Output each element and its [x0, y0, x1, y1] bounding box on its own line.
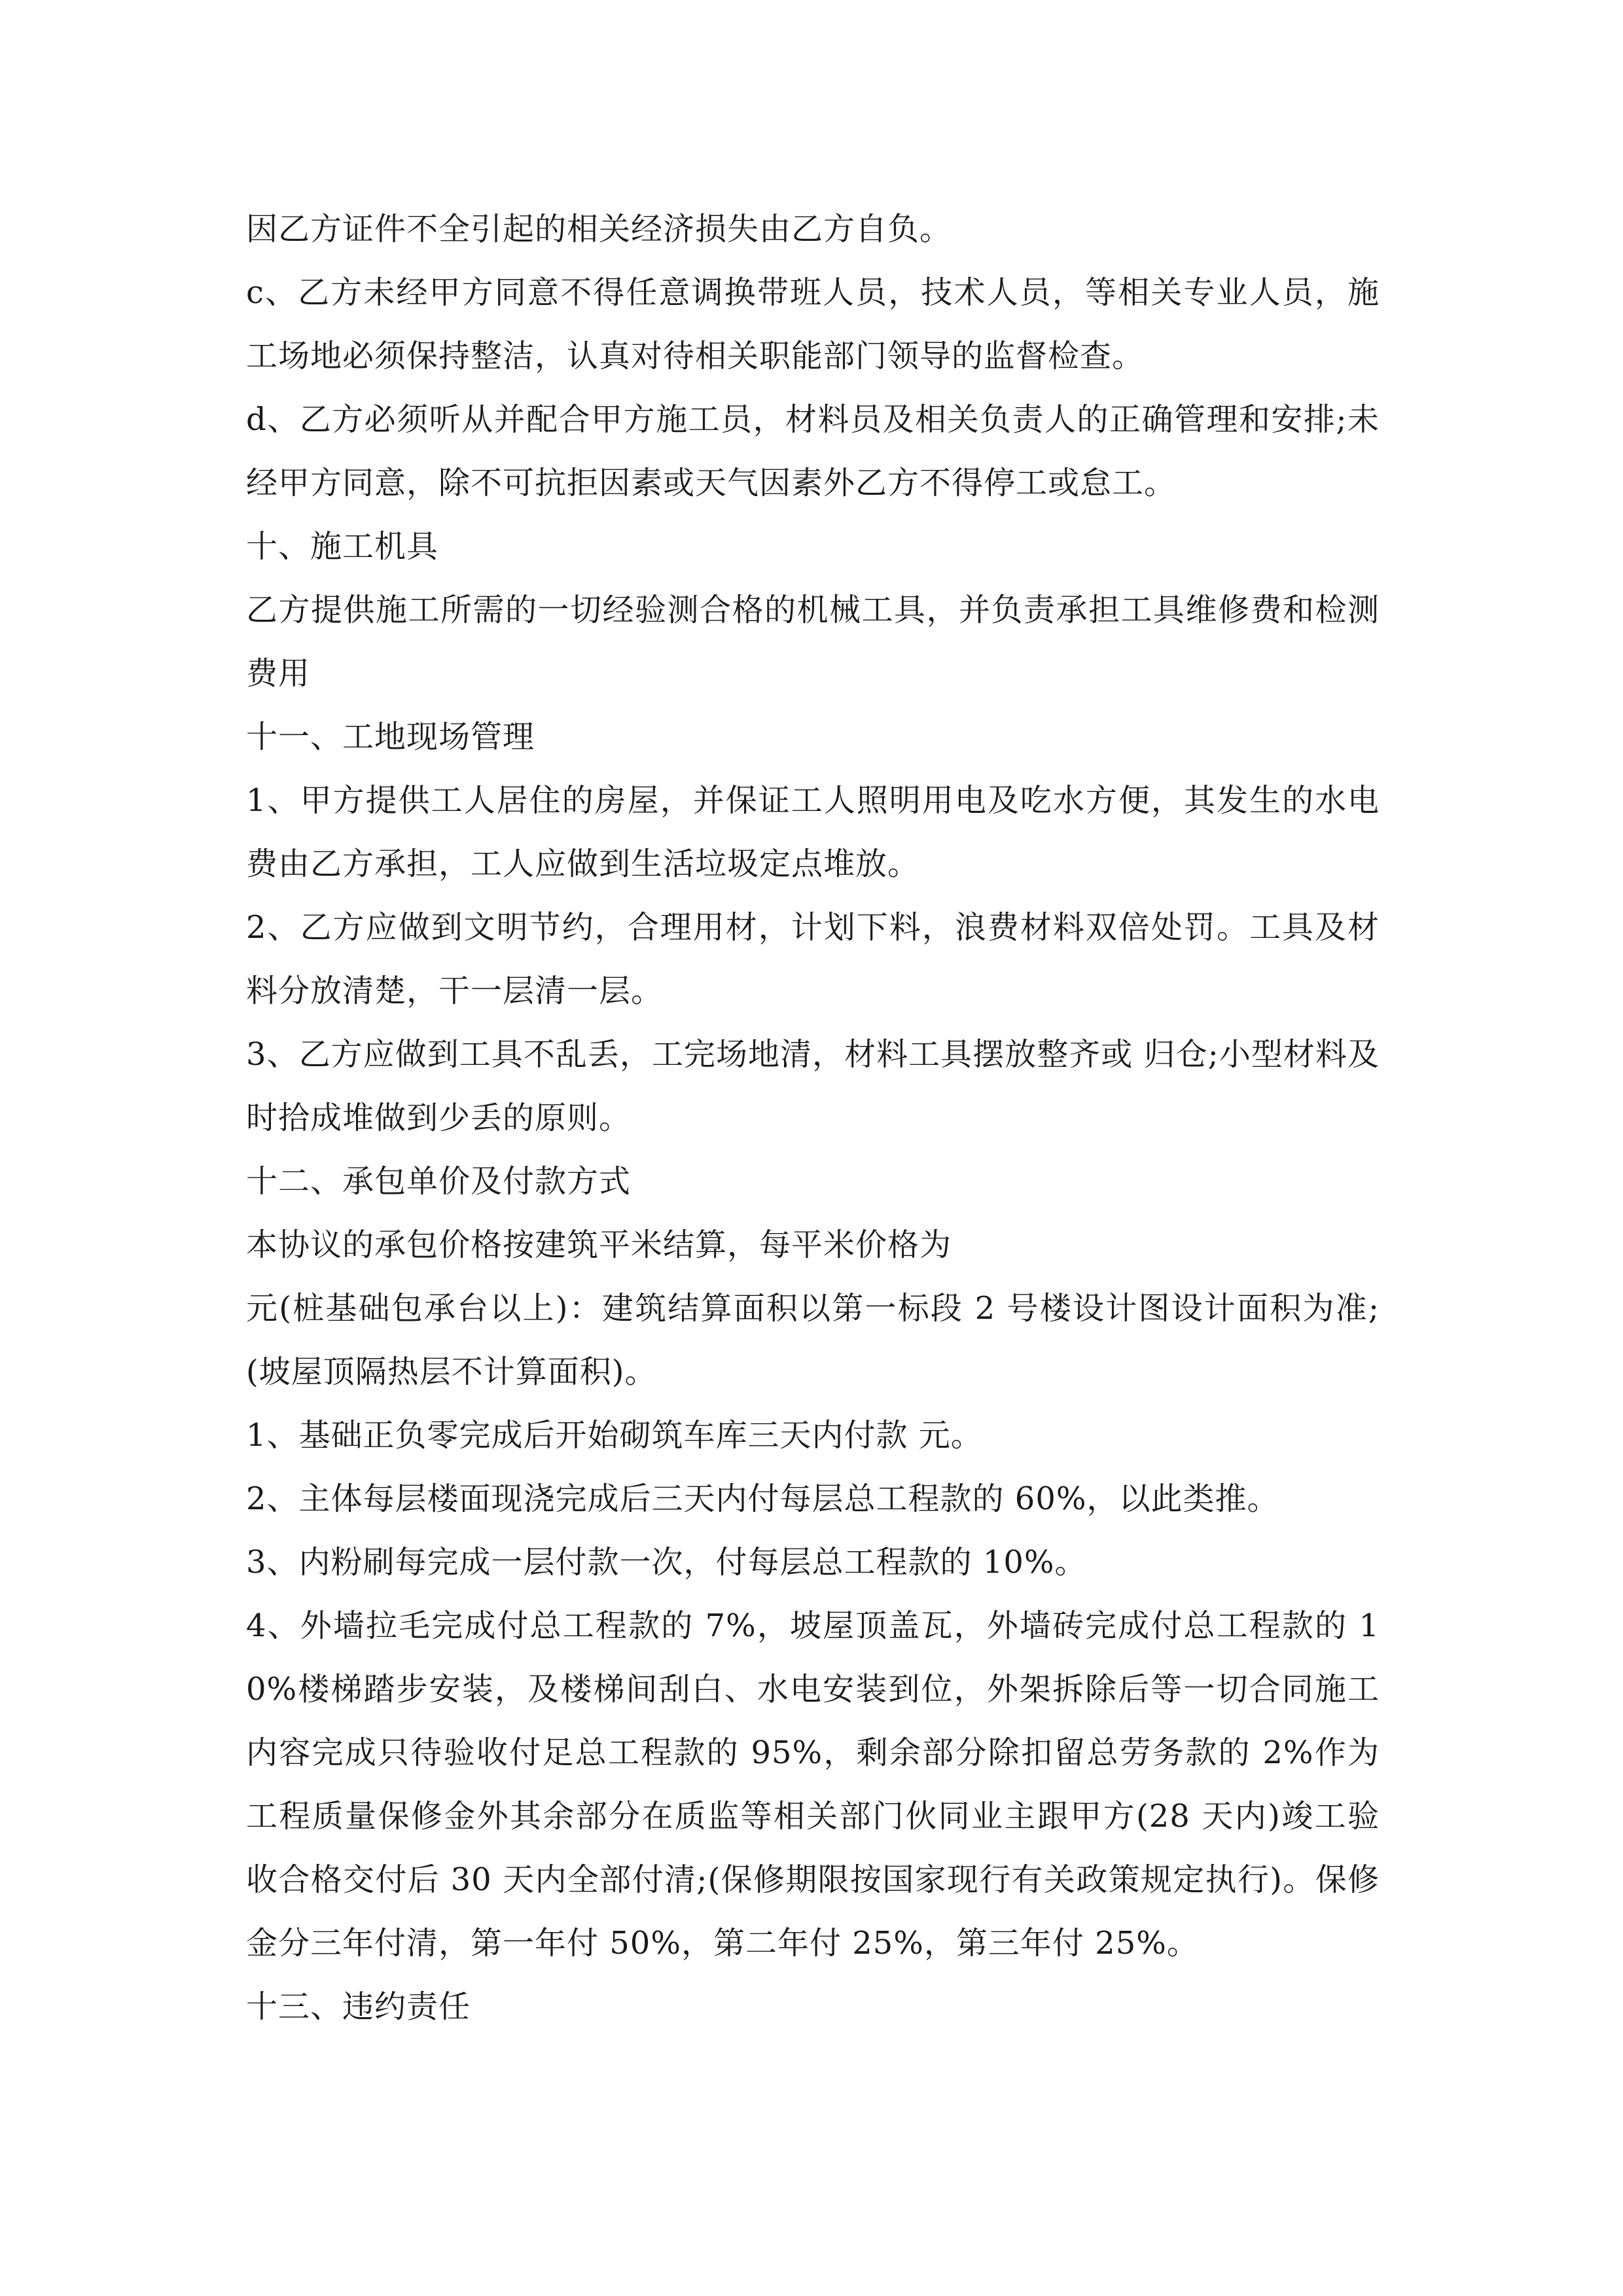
- paragraph-payment-item-1: 1、基础正负零完成后开始砌筑车库三天内付款 元。: [246, 1417, 983, 1454]
- paragraph-payment-item-2: 2、主体每层楼面现浇完成后三天内付每层总工程款的 60%，以此类推。: [246, 1480, 1279, 1517]
- section-heading-site-management: 十一、工地现场管理: [246, 719, 535, 755]
- paragraph-clause-d: d、乙方必须听从并配合甲方施工员，材料员及相关负责人的正确管理和安排;未经甲方同意，除不可抗拒因素或天气因素外乙方不得停工或怠工。: [246, 401, 1380, 501]
- paragraph-certificate-loss: 因乙方证件不全引起的相关经济损失由乙方自负。: [246, 211, 952, 247]
- paragraph-payment-item-4: 4、外墙拉毛完成付总工程款的 7%，坡屋顶盖瓦，外墙砖完成付总工程款的 10%楼梯踏步安装，及楼梯间刮白、水电安装到位，外架拆除后等一切合同施工内容完成只待验收付足总工程款的 95%，剩余部分除扣留总劳务款的 2%作为工程质量保修金外其余部分在质监等相关部门伙同业主跟甲方(28 天内)竣工验收合格交付后 30 天内全部付清;(保修期限按国家现行有关政策规定执行)。保修金分三年付清，第一年付 50%，第二年付 25%，第三年付 25%。: [246, 1607, 1380, 1962]
- paragraph-site-item-2: 2、乙方应做到文明节约，合理用材，计划下料，浪费材料双倍处罚。工具及材料分放清楚，干一层清一层。: [246, 909, 1380, 1009]
- section-heading-unit-price-payment: 十二、承包单价及付款方式: [246, 1163, 632, 1200]
- section-heading-breach-liability: 十三、违约责任: [246, 1988, 471, 2025]
- paragraph-price-area: 元(桩基础包承台以上)：建筑结算面积以第一标段 2 号楼设计图设计面积为准;(坡屋顶隔热层不计算面积)。: [246, 1290, 1380, 1390]
- document-body: [246, 198, 1380, 2039]
- paragraph-tools-provision: 乙方提供施工所需的一切经验测合格的机械工具，并负责承担工具维修费和检测费用: [246, 592, 1380, 692]
- paragraph-price-intro: 本协议的承包价格按建筑平米结算，每平米价格为: [246, 1227, 952, 1263]
- paragraph-site-item-3: 3、乙方应做到工具不乱丢，工完场地清，材料工具摆放整齐或 归仓;小型材料及时拾成堆做到少丢的原则。: [246, 1036, 1380, 1136]
- section-heading-construction-tools: 十、施工机具: [246, 528, 439, 565]
- paragraph-clause-c: c、乙方未经甲方同意不得任意调换带班人员，技术人员，等相关专业人员，施工场地必须保持整洁，认真对待相关职能部门领导的监督检查。: [246, 274, 1380, 374]
- paragraph-site-item-1: 1、甲方提供工人居住的房屋，并保证工人照明用电及吃水方便，其发生的水电费由乙方承担，工人应做到生活垃圾定点堆放。: [246, 782, 1380, 882]
- paragraph-payment-item-3: 3、内粉刷每完成一层付款一次，付每层总工程款的 10%。: [246, 1544, 1087, 1581]
